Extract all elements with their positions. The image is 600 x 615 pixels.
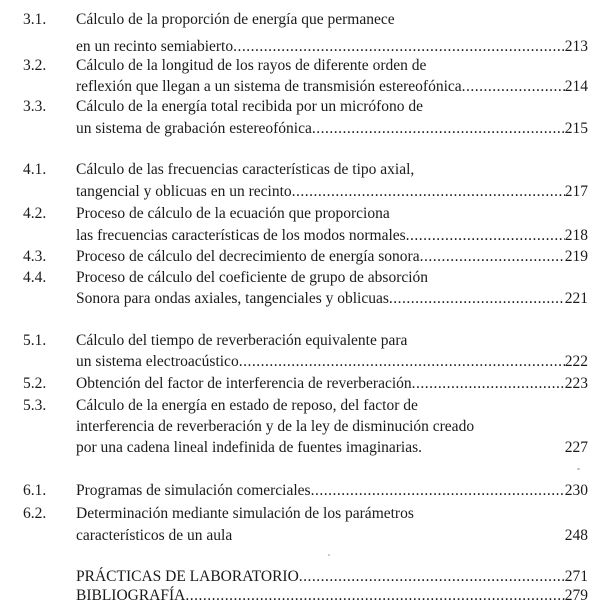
page-number: 218 <box>564 227 588 244</box>
page-number: 221 <box>564 290 588 307</box>
dot-leader <box>233 37 565 56</box>
dot-leader <box>462 77 565 96</box>
entry-title-line: Proceso de cálculo del coeficiente de grupo de absorción <box>76 269 429 286</box>
page-number: 214 <box>564 78 588 95</box>
entry-title-line: Proceso de cálculo de la ecuación que proporciona <box>76 205 390 222</box>
entry-title-line: Cálculo de la proporción de energía que permanece <box>76 11 395 28</box>
dot-leader <box>312 119 565 138</box>
entry-title-line-last <box>76 226 588 245</box>
entry-title-line-last <box>76 567 588 586</box>
entry-title-line-last <box>76 352 588 371</box>
dot-leader <box>232 526 565 545</box>
entry-title-line: Determinación mediante simulación de los parámetros <box>76 505 414 522</box>
entry-title-line-last <box>76 247 588 266</box>
entry-title-text: BIBLIOGRAFÍA <box>76 587 186 604</box>
entry-title-line: Cálculo del tiempo de reverberación equivalente para <box>76 332 408 349</box>
scan-speck <box>328 554 330 556</box>
page-number: 230 <box>564 482 588 499</box>
entry-title-text: por una cadena lineal indefinida de fuentes imaginarias. <box>76 439 423 456</box>
entry-title-text: característicos de un aula <box>76 527 233 544</box>
dot-leader <box>422 438 565 457</box>
page-number: 227 <box>564 439 588 456</box>
entry-number: 3.2. <box>23 57 47 74</box>
entry-title-line-last <box>76 182 588 201</box>
entry-title-text: un sistema de grabación estereofónica <box>76 120 312 137</box>
dot-leader <box>185 586 564 605</box>
entry-title-line-last <box>76 119 588 138</box>
page-number: 213 <box>564 38 588 55</box>
page-number: 279 <box>564 587 588 604</box>
entry-number: 4.4. <box>23 269 47 286</box>
page-number: 217 <box>564 183 588 200</box>
dot-leader <box>292 182 565 201</box>
entry-title-line: Cálculo de la energía total recibida por un micrófono de <box>76 98 424 115</box>
dot-leader <box>299 567 565 586</box>
entry-title-text: Proceso de cálculo del decrecimiento de energía sonora <box>76 248 420 265</box>
entry-title-line: Cálculo de la energía en estado de reposo, del factor de <box>76 397 418 414</box>
entry-title-line-last <box>76 77 588 96</box>
dot-leader <box>412 374 565 393</box>
entry-number: 3.1. <box>23 11 47 28</box>
scan-speck <box>577 468 580 470</box>
entry-number: 4.1. <box>23 161 47 178</box>
entry-number: 4.3. <box>23 248 47 265</box>
entry-title-line-last <box>76 481 588 500</box>
page-number: 219 <box>564 248 588 265</box>
entry-title-text: tangencial y oblicuas en un recinto <box>76 183 292 200</box>
dot-leader <box>239 352 565 371</box>
page-number: 215 <box>564 120 588 137</box>
entry-number: 5.3. <box>23 397 47 414</box>
entry-title-text: en un recinto semiabierto <box>76 38 234 55</box>
entry-title-text: Sonora para ondas axiales, tangenciales y oblicuas <box>76 290 389 307</box>
page-number: 248 <box>564 527 588 544</box>
dot-leader <box>406 226 565 245</box>
entry-title-line-last <box>76 289 588 308</box>
page-number: 222 <box>564 353 588 370</box>
entry-number: 6.1. <box>23 482 47 499</box>
page-number: 223 <box>564 375 588 392</box>
entry-title-line: interferencia de reverberación y de la ley de disminución creado <box>76 418 475 435</box>
entry-number: 5.1. <box>23 332 47 349</box>
entry-title-text: PRÁCTICAS DE LABORATORIO <box>76 568 299 585</box>
entry-number: 5.2. <box>23 375 47 392</box>
entry-number: 4.2. <box>23 205 47 222</box>
dot-leader <box>389 289 565 308</box>
entry-title-line-last <box>76 438 588 457</box>
entry-title-text: las frecuencias características de los modos normales <box>76 227 406 244</box>
entry-title-line-last <box>76 526 588 545</box>
dot-leader <box>420 247 565 266</box>
entry-title-line: Cálculo de las frecuencias características de tipo axial, <box>76 161 415 178</box>
entry-title-text: un sistema electroacústico <box>76 353 239 370</box>
page-number: 271 <box>564 568 588 585</box>
entry-number: 6.2. <box>23 505 47 522</box>
entry-title-line-last <box>76 37 588 56</box>
entry-title-line-last <box>76 374 588 393</box>
entry-title-text: Programas de simulación comerciales <box>76 482 311 499</box>
entry-title-text: Obtención del factor de interferencia de reverberación <box>76 375 412 392</box>
dot-leader <box>311 481 565 500</box>
entry-number: 3.3. <box>23 98 47 115</box>
entry-title-line-last <box>76 586 588 605</box>
entry-title-text: reflexión que llegan a un sistema de transmisión estereofónica <box>76 78 462 95</box>
entry-title-line: Cálculo de la longitud de los rayos de diferente orden de <box>76 57 427 74</box>
